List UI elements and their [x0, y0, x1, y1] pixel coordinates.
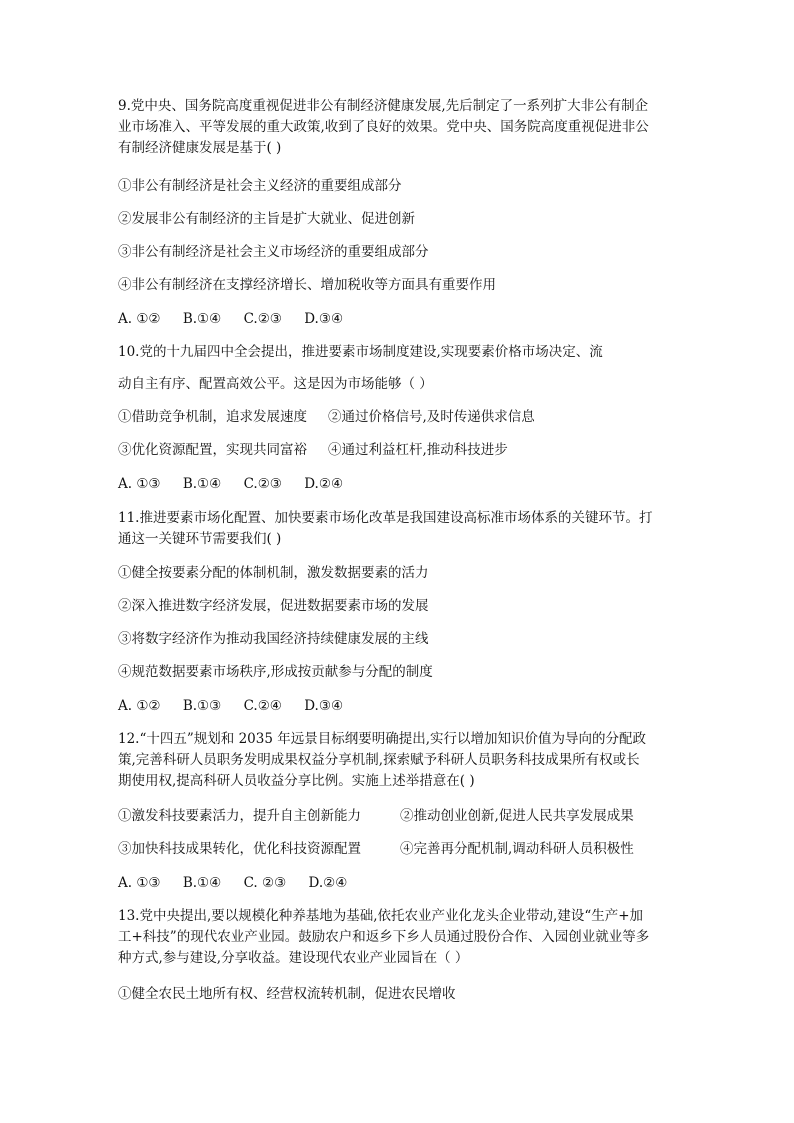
option: ④完善再分配机制,调动科研人员积极性	[400, 841, 634, 857]
choice-d: D.②④	[304, 476, 344, 492]
option: ③加快科技成果转化，优化科技资源配置	[118, 841, 361, 857]
choice-a: A. ①②	[118, 311, 161, 327]
question-12-stem	[118, 729, 678, 792]
choice-a: A. ①③	[118, 875, 161, 891]
option: ③非公有制经济是社会主义市场经济的重要组成部分	[118, 244, 429, 260]
option: ②推动创业创新,促进人民共享发展成果	[400, 808, 634, 824]
stem-line: 有制经济健康发展是基于( )	[118, 140, 282, 156]
choice-c: C.②③	[243, 311, 282, 327]
choice-d: D.③④	[304, 698, 344, 714]
question-12-choices	[118, 873, 678, 894]
choice-b: B.①④	[182, 875, 222, 891]
choice-c: C.②③	[243, 476, 282, 492]
option: ②深入推进数字经济发展，促进数据要素市场的发展	[118, 598, 429, 614]
option: ③将数字经济作为推动我国经济持续健康发展的主线	[118, 631, 429, 647]
question-9-choices	[118, 309, 678, 330]
option: ①非公有制经济是社会主义经济的重要组成部分	[118, 178, 402, 194]
choice-c: C. ②③	[243, 875, 287, 891]
stem-line: 种方式,参与建设,分享收益。建设现代农业产业园旨在（ ）	[118, 950, 469, 966]
choice-a: A. ①③	[118, 476, 161, 492]
question-11-choices	[118, 696, 678, 717]
stem-line: 11.推进要素市场化配置、加快要素市场化改革是我国建设高标准市场体系的关键环节。打	[118, 510, 653, 526]
choice-b: B.①③	[182, 698, 222, 714]
question-10-stem-line: 动自主有序、配置高效公平。这是因为市场能够（ ）	[118, 376, 433, 392]
stem-line: 工+科技”的现代农业产业园。鼓励农户和返乡下乡人员通过股份合作、入园创业就业等多	[118, 929, 650, 945]
stem-line: 13.党中央提出,要以规模化种养基地为基础,依托农业产业化龙头企业带动,建设“生产+加	[118, 908, 644, 924]
option: ①健全按要素分配的体制机制，激发数据要素的活力	[118, 565, 429, 581]
stem-line: 12.“十四五”规划和 2035 年远景目标纲要明确提出,实行以增加知识价值为导向的分配政	[118, 731, 647, 747]
stem-line: 9.党中央、国务院高度重视促进非公有制经济健康发展,先后制定了一系列扩大非公有制企	[118, 98, 649, 114]
stem-line: 策,完善科研人员职务发明成果权益分享机制,探索赋予科研人员职务科技成果所有权或长	[118, 752, 640, 768]
choice-b: B.①④	[182, 311, 222, 327]
question-10-choices	[118, 474, 678, 495]
choice-d: D.③④	[304, 311, 344, 327]
option: ④规范数据要素市场秩序,形成按贡献参与分配的制度	[118, 664, 433, 680]
question-13-stem	[118, 906, 678, 969]
option: ④通过利益杠杆,推动科技进步	[328, 442, 508, 458]
option: ①激发科技要素活力，提升自主创新能力	[118, 808, 361, 824]
question-10-stem-line: 10.党的十九届四中全会提出，推进要素市场制度建设,实现要素价格市场决定、流	[118, 344, 603, 360]
option: ①借助竞争机制，追求发展速度	[118, 409, 307, 425]
choice-d: D.②④	[308, 875, 348, 891]
option: ③优化资源配置，实现共同富裕	[118, 442, 307, 458]
stem-line: 期使用权,提高科研人员收益分享比例。实施上述举措意在( )	[118, 773, 475, 789]
option: ②发展非公有制经济的主旨是扩大就业、促进创新	[118, 211, 415, 227]
choice-b: B.①④	[182, 476, 222, 492]
choice-c: C.②④	[243, 698, 282, 714]
choice-a: A. ①②	[118, 698, 161, 714]
stem-line: 业市场准入、平等发展的重大政策,收到了良好的效果。党中央、国务院高度重视促进非公	[118, 119, 649, 135]
option: ④非公有制经济在支撑经济增长、增加税收等方面具有重要作用	[118, 277, 496, 293]
option: ①健全农民土地所有权、经营权流转机制，促进农民增收	[118, 986, 456, 1002]
question-9-stem	[118, 96, 678, 159]
option: ②通过价格信号,及时传递供求信息	[328, 409, 535, 425]
question-11-stem	[118, 508, 678, 550]
stem-line: 通这一关键环节需要我们( )	[118, 531, 282, 547]
